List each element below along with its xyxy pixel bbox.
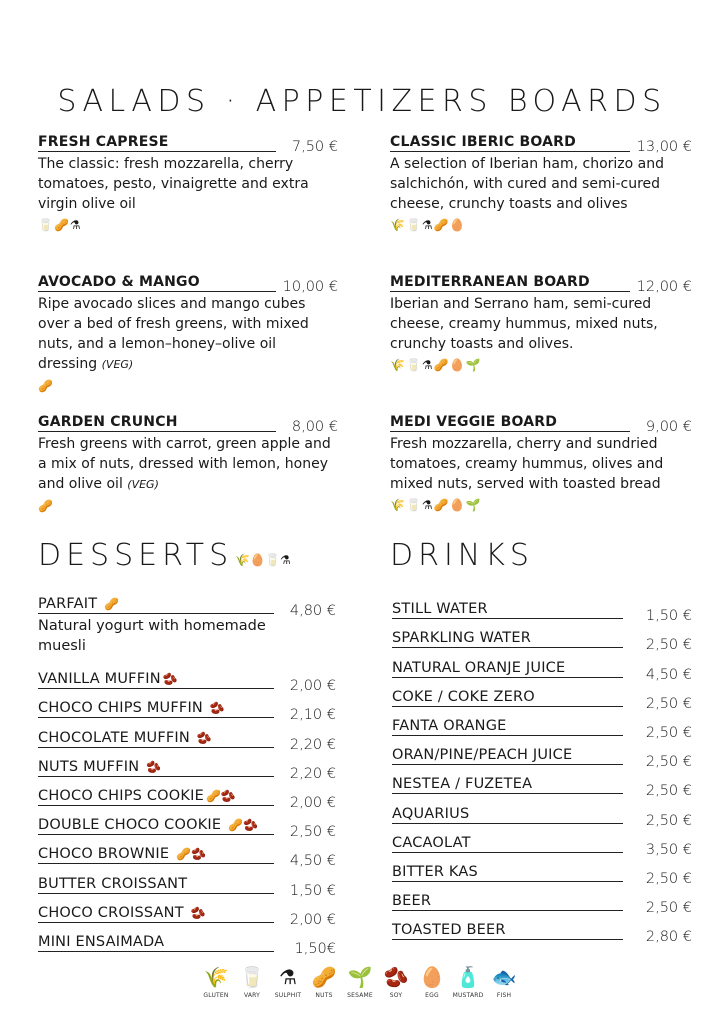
item-name: MEDI VEGGIE BOARD bbox=[390, 414, 630, 432]
allergen-legend bbox=[200, 964, 520, 999]
row-price: 1,50€ bbox=[294, 940, 336, 957]
desserts-allergen-icons: 🌾🥚🥛⚗ bbox=[235, 553, 291, 567]
sulphite-icon: ⚗ bbox=[279, 965, 297, 989]
item-description: Fresh mozzarella, cherry and sundried tomatoes, creamy hummus, olives and mixed nuts, served with toasted bread bbox=[390, 436, 664, 492]
menu-item-mediterranean-board bbox=[390, 274, 692, 414]
row-price: 2,00 € bbox=[289, 911, 336, 928]
row-name: CHOCO CHIPS COOKIE 🥜🫘 bbox=[38, 788, 274, 806]
row-price: 2,50 € bbox=[289, 824, 336, 841]
mustard-icon: 🧴 bbox=[455, 965, 481, 989]
item-description: A selection of Iberian ham, chorizo and salchichón, with cured and semi-cured cheese, crunchy toasts and olives bbox=[390, 156, 664, 212]
drinks-list bbox=[392, 590, 692, 946]
nuts-icon: 🥜 bbox=[311, 965, 337, 989]
item-description: Fresh greens with carrot, green apple and a mix of nuts, dressed with lemon, honey and olive oil (VEG) bbox=[38, 436, 331, 492]
row-price: 2,50 € bbox=[645, 724, 692, 741]
menu-item-garden-crunch bbox=[38, 414, 338, 554]
allergen-icons: 🥛🥜⚗ bbox=[38, 218, 82, 232]
row-price: 2,50 € bbox=[645, 900, 692, 917]
row-price: 1,50 € bbox=[289, 882, 336, 899]
menu-row-drink bbox=[392, 736, 692, 771]
menu-row-double-choco-cookie bbox=[38, 806, 336, 841]
row-name: BITTER KAS bbox=[392, 864, 623, 882]
item-name: CLASSIC IBERIC BOARD bbox=[390, 134, 630, 152]
legend-item-mustard bbox=[452, 964, 484, 999]
row-name: CHOCOLATE MUFFIN 🫘 bbox=[38, 730, 274, 748]
row-price: 2,20 € bbox=[289, 765, 336, 782]
row-price: 4,50 € bbox=[289, 853, 336, 870]
row-price: 2,50 € bbox=[645, 783, 692, 800]
menu-row-parfait bbox=[38, 590, 336, 619]
row-name: PARFAIT 🥜 bbox=[38, 596, 274, 614]
row-price: 2,80 € bbox=[645, 929, 692, 946]
veg-label: (VEG) bbox=[101, 358, 134, 371]
row-name: NESTEA / FUZETEA bbox=[392, 776, 623, 794]
menu-row-drink bbox=[392, 590, 692, 625]
allergen-icons: 🫘 bbox=[146, 759, 162, 774]
row-price: 2,10 € bbox=[289, 707, 336, 724]
row-name: CACAOLAT bbox=[392, 835, 623, 853]
row-name: COKE / COKE ZERO bbox=[392, 689, 623, 707]
menu-row-choco-brownie bbox=[38, 835, 336, 870]
soy-icon: 🫘 bbox=[383, 965, 409, 989]
row-name: CHOCO CROISSANT 🫘 bbox=[38, 905, 274, 923]
sesame-icon: 🌱 bbox=[347, 965, 373, 989]
menu-row-choco-croissant bbox=[38, 894, 336, 928]
row-price: 2,50 € bbox=[645, 870, 692, 887]
legend-item-sulphite bbox=[272, 964, 304, 999]
legend-label: FISH bbox=[496, 992, 512, 999]
menu-row-drink bbox=[392, 794, 692, 829]
row-name: ORAN/PINE/PEACH JUICE bbox=[392, 747, 623, 765]
menu-row-drink bbox=[392, 619, 692, 654]
legend-label: EGG bbox=[425, 992, 439, 999]
dairy-icon: 🥛 bbox=[239, 965, 265, 989]
row-name: BEER bbox=[392, 893, 623, 911]
allergen-icons: 🥜 bbox=[38, 499, 54, 513]
legend-item-fish bbox=[488, 964, 520, 999]
menu-row-butter-croissant bbox=[38, 864, 336, 899]
fish-icon: 🐟 bbox=[491, 965, 517, 989]
menu-row-nuts-muffin bbox=[38, 748, 336, 782]
allergen-icons: 🫘 bbox=[209, 701, 225, 716]
row-name: NATURAL ORANJE JUICE bbox=[392, 660, 623, 678]
item-name: MEDITERRANEAN BOARD bbox=[390, 274, 630, 292]
row-name: TOASTED BEER bbox=[392, 922, 623, 940]
desserts-title: DESSERTS 🌾🥚🥛⚗ bbox=[38, 538, 291, 573]
allergen-icons: 🌾🥛⚗🥜🥚🌱 bbox=[390, 358, 482, 372]
row-name: STILL WATER bbox=[392, 601, 623, 619]
item-name: AVOCADO & MANGO bbox=[38, 274, 276, 292]
item-price: 9,00 € bbox=[645, 419, 692, 435]
row-name: SPARKLING WATER bbox=[392, 630, 623, 648]
menu-row-drink bbox=[392, 648, 692, 683]
gluten-icon: 🌾 bbox=[203, 965, 229, 989]
row-price: 3,50 € bbox=[645, 841, 692, 858]
item-name: FRESH CAPRESE bbox=[38, 134, 276, 152]
menu-row-drink bbox=[392, 911, 692, 946]
allergen-icons: 🥜🫘 bbox=[228, 818, 258, 833]
menu-row-mini-ensaimada bbox=[38, 923, 336, 957]
menu-row-chocolate-muffin bbox=[38, 718, 336, 753]
row-name: VANILLA MUFFIN 🫘 bbox=[38, 671, 274, 689]
allergen-icons: 🌾🥛⚗🥜🥚🌱 bbox=[390, 498, 482, 512]
allergen-icons: 🫘 bbox=[162, 672, 178, 687]
menu-row-drink bbox=[392, 882, 692, 917]
item-price: 7,50 € bbox=[291, 139, 338, 155]
desserts-list bbox=[38, 590, 336, 957]
menu-row-drink bbox=[392, 853, 692, 887]
item-description: The classic: fresh mozzarella, cherry tomatoes, pesto, vinaigrette and extra virgin olive oil bbox=[38, 156, 309, 212]
legend-label: MUSTARD bbox=[452, 992, 484, 999]
menu-item-medi-veggie-board bbox=[390, 414, 692, 554]
item-price: 10,00 € bbox=[282, 279, 338, 295]
allergen-icons: 🥜🫘 bbox=[205, 788, 236, 803]
row-name: NUTS MUFFIN 🫘 bbox=[38, 759, 274, 777]
parfait-description: Natural yogurt with homemade muesli bbox=[38, 618, 266, 654]
row-name: DOUBLE CHOCO COOKIE 🥜🫘 bbox=[38, 817, 274, 835]
row-price: 2,50 € bbox=[645, 695, 692, 712]
menu-row-drink bbox=[392, 824, 692, 858]
allergen-icons: 🌾🥛⚗🥜🥚 bbox=[390, 218, 466, 232]
row-name: CHOCO BROWNIE 🥜🫘 bbox=[38, 846, 274, 864]
row-name: FANTA ORANGE bbox=[392, 718, 623, 736]
menu-row-drink bbox=[392, 707, 692, 741]
legend-label: VARY bbox=[243, 992, 261, 999]
legend-item-gluten bbox=[200, 964, 232, 999]
allergen-icons: 🥜 bbox=[38, 379, 54, 393]
allergen-icons: 🥜🫘 bbox=[176, 847, 206, 862]
legend-label: SULPHIT bbox=[274, 992, 302, 999]
menu-row-drink bbox=[392, 765, 692, 800]
row-price: 2,20 € bbox=[289, 736, 336, 753]
menu-row-choco-chips-muffin bbox=[38, 689, 336, 724]
drinks-title: DRINKS bbox=[390, 538, 534, 573]
legend-item-nuts bbox=[308, 964, 340, 999]
row-price: 2,50 € bbox=[645, 812, 692, 829]
row-name: MINI ENSAIMADA bbox=[38, 934, 274, 952]
row-price: 2,00 € bbox=[289, 678, 336, 695]
egg-icon: 🥚 bbox=[419, 965, 445, 989]
row-name: CHOCO CHIPS MUFFIN 🫘 bbox=[38, 700, 274, 718]
item-price: 12,00 € bbox=[636, 279, 692, 295]
menu-row-vanilla-muffin bbox=[38, 660, 336, 695]
menu-row-choco-chips-cookie bbox=[38, 777, 336, 811]
item-price: 8,00 € bbox=[291, 419, 338, 435]
legend-item-sesame bbox=[344, 964, 376, 999]
row-price: 2,50 € bbox=[645, 754, 692, 771]
legend-item-dairy bbox=[236, 964, 268, 999]
boards-column bbox=[390, 134, 692, 554]
row-price: 2,00 € bbox=[289, 794, 336, 811]
item-description: Iberian and Serrano ham, semi-cured cheese, creamy hummus, mixed nuts, crunchy toasts and olives. bbox=[390, 296, 658, 352]
menu-row-drink bbox=[392, 678, 692, 712]
allergen-icons: 🫘 bbox=[196, 730, 212, 745]
legend-item-egg bbox=[416, 964, 448, 999]
row-price: 1,50 € bbox=[645, 608, 692, 625]
legend-label: SESAME bbox=[347, 992, 373, 999]
veg-label: (VEG) bbox=[127, 478, 159, 491]
row-price: 4,80 € bbox=[289, 603, 336, 619]
row-name: AQUARIUS bbox=[392, 806, 623, 824]
item-price: 13,00 € bbox=[636, 139, 692, 155]
menu-item-classic-iberic-board bbox=[390, 134, 692, 274]
allergen-icons: 🫘 bbox=[190, 905, 206, 920]
legend-label: GLUTEN bbox=[203, 992, 229, 999]
legend-label: NUTS bbox=[315, 992, 333, 999]
menu-item-fresh-caprese bbox=[38, 134, 338, 274]
salads-column bbox=[38, 134, 338, 554]
menu-item-avocado-mango bbox=[38, 274, 338, 414]
page-title: SALADS · APPETIZERS BOARDS bbox=[57, 84, 667, 119]
legend-label: SOY bbox=[389, 992, 403, 999]
row-price: 4,50 € bbox=[645, 666, 692, 683]
item-description: Ripe avocado slices and mango cubes over a bed of fresh greens, with mixed nuts, and a lemon–honey–olive oil dressing (VEG) bbox=[38, 296, 309, 372]
item-name: GARDEN CRUNCH bbox=[38, 414, 276, 432]
legend-item-soy bbox=[380, 964, 412, 999]
allergen-icons: 🥜 bbox=[104, 597, 120, 611]
row-name: BUTTER CROISSANT bbox=[38, 876, 274, 894]
row-price: 2,50 € bbox=[645, 637, 692, 654]
